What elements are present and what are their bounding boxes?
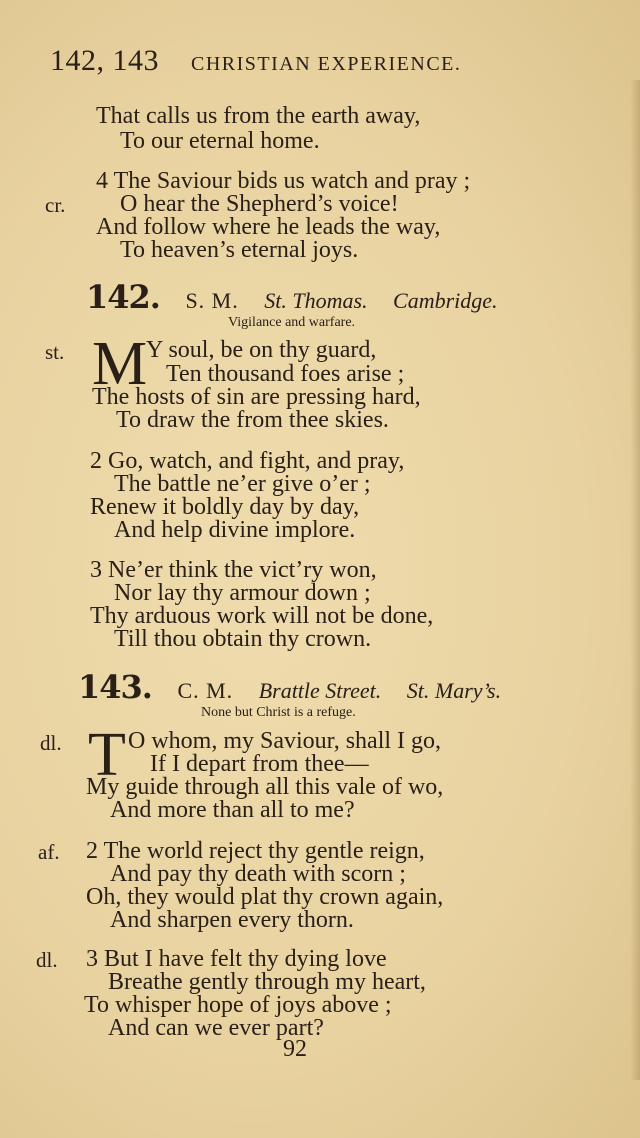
tune-name: Brattle Street. (258, 678, 382, 703)
verse-line: 3 Ne’er think the vict’ry won, (90, 557, 377, 583)
verse-line: To draw the from thee skies. (116, 407, 389, 433)
hymn-subtitle: None but Christ is a refuge. (201, 705, 356, 720)
verse-line: And follow where he leads the way, (96, 214, 441, 240)
hymn-143-heading (78, 668, 501, 706)
tune-name: Cambridge. (393, 288, 498, 313)
dynamic-mark: af. (38, 840, 60, 864)
verse-line: To whisper hope of joys above ; (84, 992, 392, 1018)
hymn-number: 142. (86, 278, 160, 316)
verse-line: 2 The world reject thy gentle reign, (86, 838, 425, 864)
verse-line: Oh, they would plat thy crown again, (86, 884, 444, 910)
verse-line: And can we ever part? (108, 1015, 324, 1041)
verse-line: Thy arduous work will not be done, (90, 603, 434, 629)
hymn-142-heading (86, 278, 498, 316)
verse-line: If I depart from thee— (150, 751, 369, 777)
verse-line: 4 The Saviour bids us watch and pray ; (96, 168, 471, 194)
verse-line: To our eternal home. (120, 128, 320, 154)
verse-line: Breathe gently through my heart, (108, 969, 426, 995)
hymn-subtitle: Vigilance and warfare. (228, 315, 356, 330)
drop-cap: T (88, 721, 126, 789)
verse-line: My guide through all this vale of wo, (86, 774, 444, 800)
page-number: 92 (283, 1036, 307, 1062)
dynamic-mark: dl. (36, 948, 58, 972)
verse-line: 3 But I have felt thy dying love (86, 946, 387, 972)
verse-line: 2 Go, watch, and fight, and pray, (90, 448, 405, 474)
verse-line: The battle ne’er give o’er ; (114, 471, 371, 497)
verse-line: The hosts of sin are pressing hard, (92, 384, 421, 410)
tune-name: St. Thomas. (264, 288, 368, 313)
verse-line: Renew it boldly day by day, (90, 494, 360, 520)
verse-line: And help divine implore. (114, 517, 356, 543)
tune-name: St. Mary’s. (406, 678, 502, 703)
running-head (50, 44, 461, 78)
dynamic-mark: st. (45, 340, 65, 364)
dynamic-mark: dl. (40, 731, 62, 755)
hymn-number: 143. (78, 668, 152, 706)
verse-line: Y soul, be on thy guard, (146, 337, 377, 363)
verse-line: O whom, my Saviour, shall I go, (128, 728, 442, 754)
verse-line: Till thou obtain thy crown. (114, 626, 372, 652)
verse-line: Ten thousand foes arise ; (166, 361, 405, 387)
hymn-meter: S. M. (185, 288, 239, 313)
verse-line: Nor lay thy armour down ; (114, 580, 371, 606)
drop-cap: M (92, 330, 148, 398)
verse-line: And pay thy death with scorn ; (110, 861, 406, 887)
hymn-meter: C. M. (177, 678, 234, 703)
running-head-numbers: 142, 143 (50, 44, 159, 77)
verse-line: And more than all to me? (110, 797, 355, 823)
page-edge-shadow (630, 80, 640, 1080)
verse-line: And sharpen every thorn. (110, 907, 354, 933)
verse-line: O hear the Shepherd’s voice! (120, 191, 399, 217)
verse-line: That calls us from the earth away, (96, 103, 421, 129)
running-head-title: CHRISTIAN EXPERIENCE. (191, 53, 462, 75)
verse-line: To heaven’s eternal joys. (120, 237, 359, 263)
dynamic-mark: cr. (45, 193, 66, 217)
